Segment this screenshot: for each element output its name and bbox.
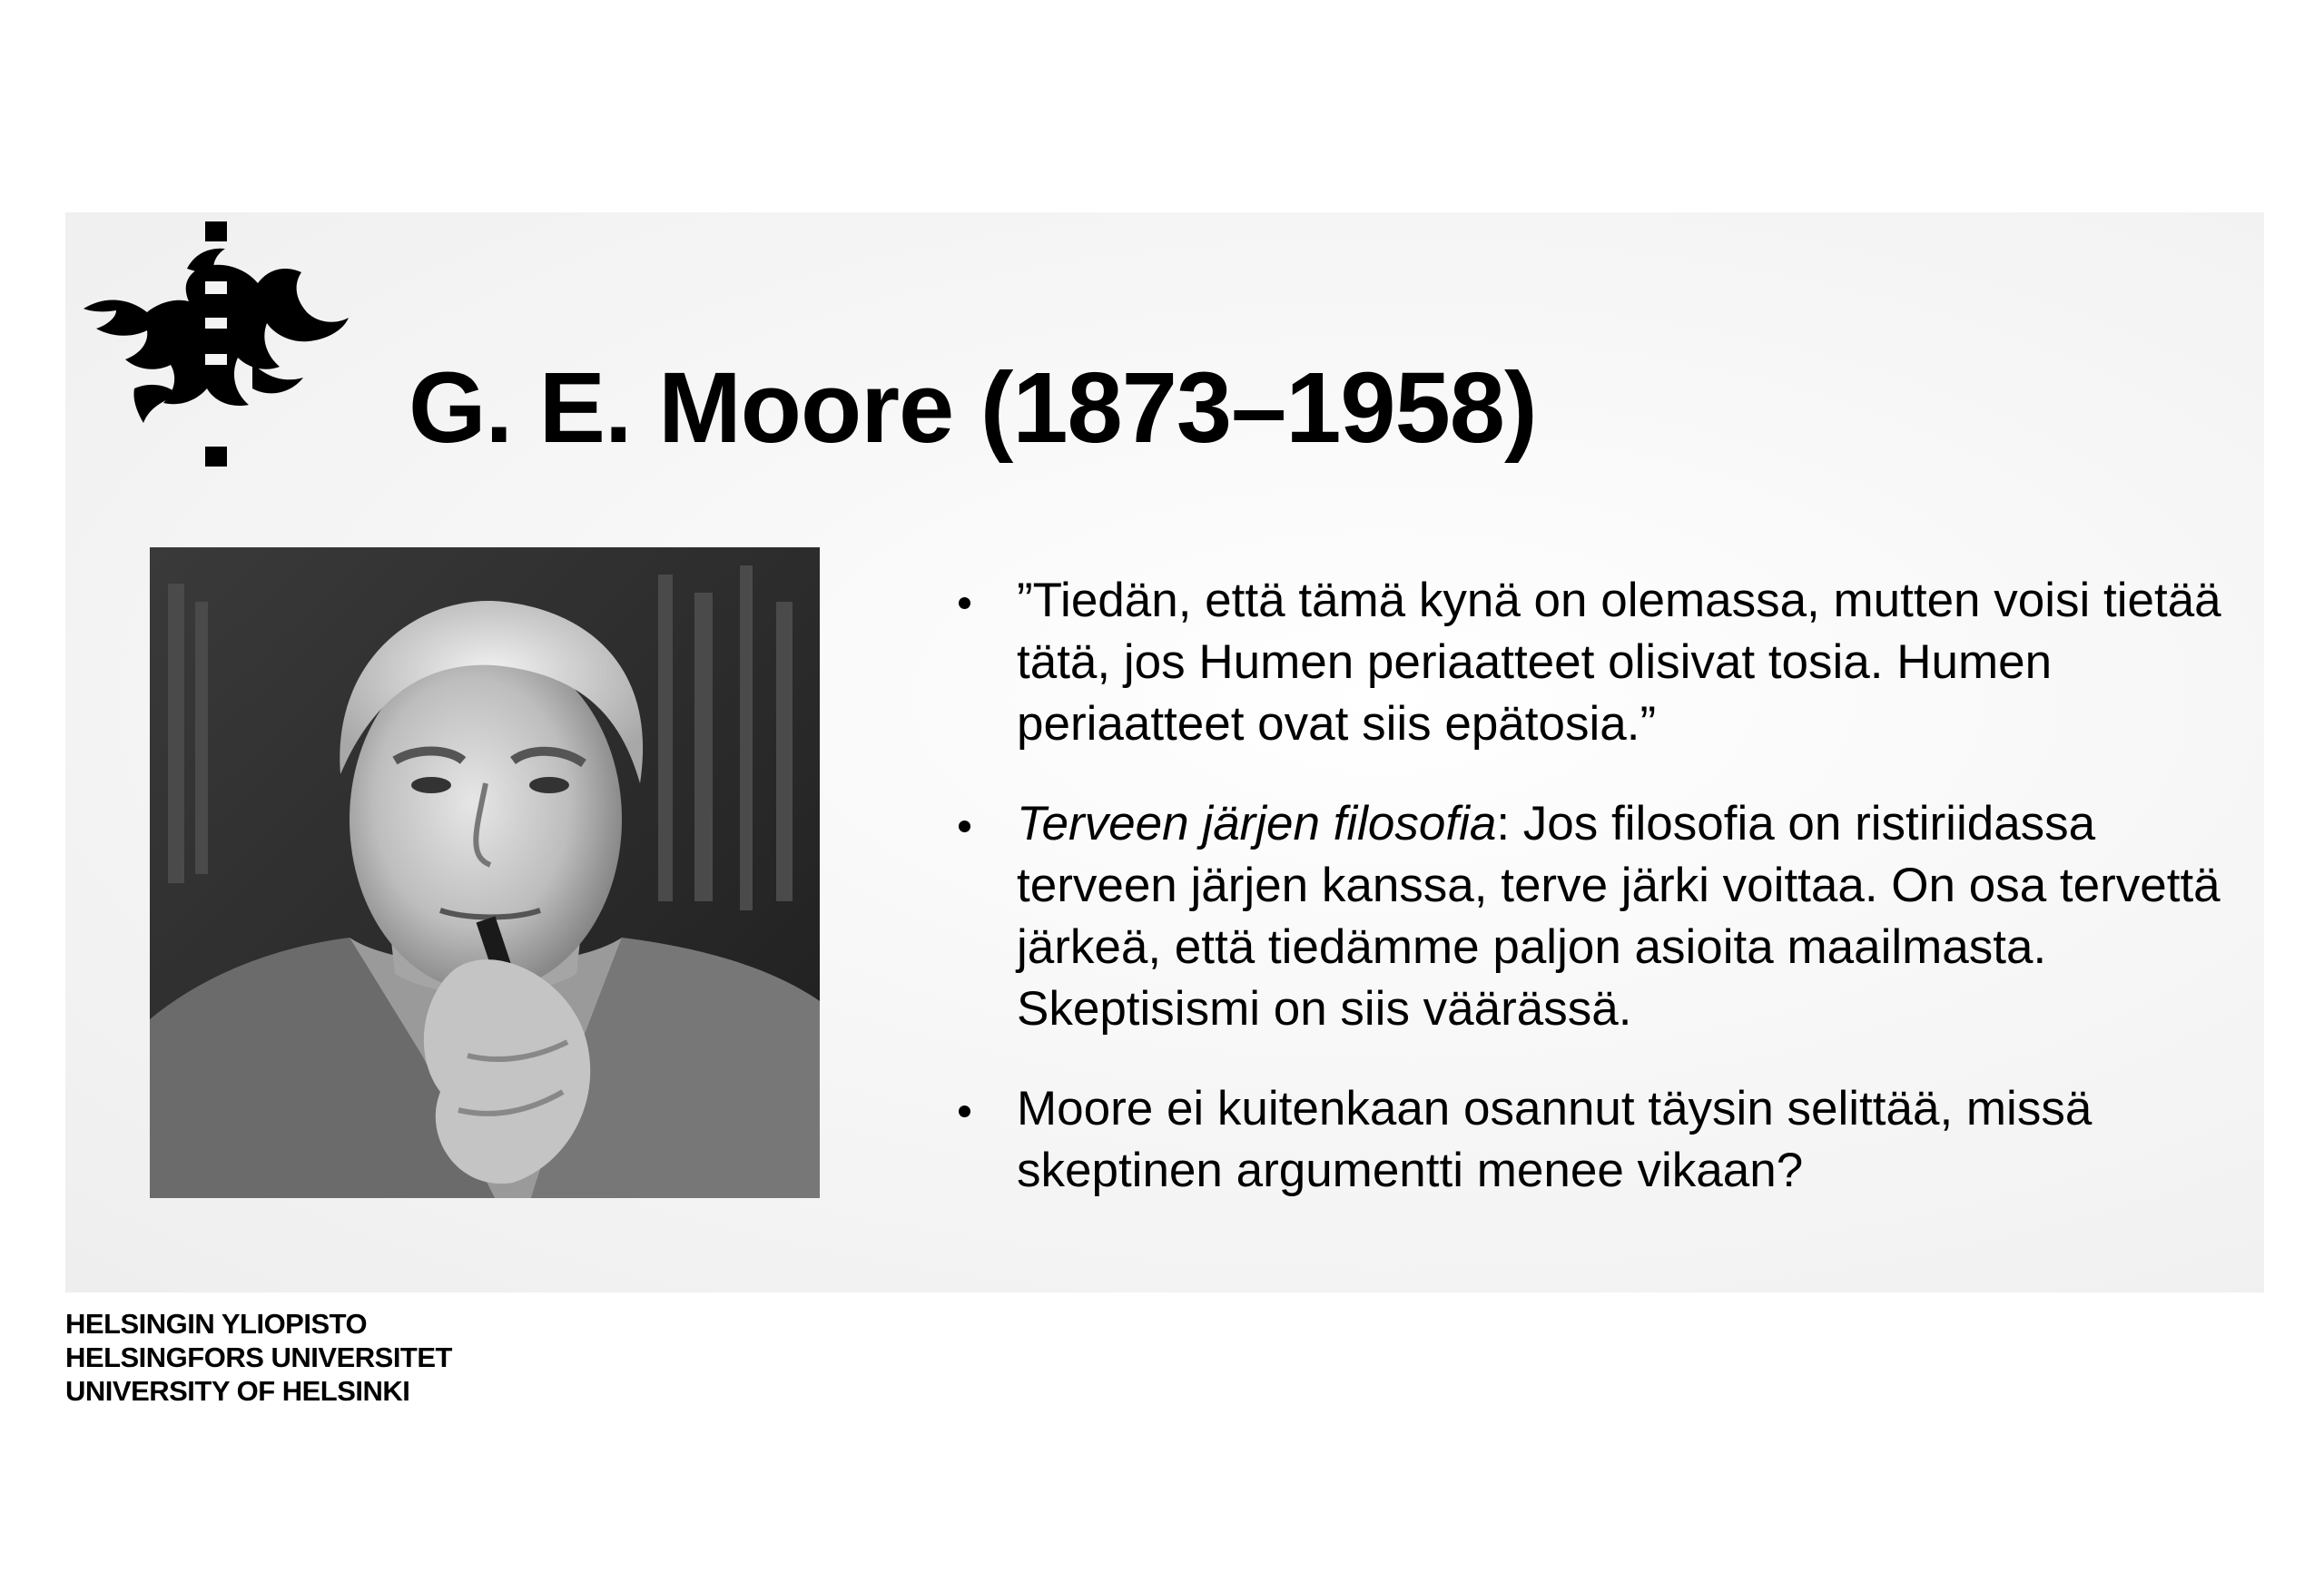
bullet-marker	[959, 597, 970, 609]
slide-title: G. E. Moore (1873–1958)	[409, 352, 1537, 464]
portrait-photo	[150, 547, 820, 1198]
bullet-text: Moore ei kuitenkaan osannut täysin selittää, missä skeptinen argumentti menee vikaan?	[1017, 1082, 2093, 1197]
bullet-text: ”Tiedän, että tämä kynä on olemassa, mutten voisi tietää tätä, jos Humen periaatteet olisivat tosia. Humen periaatteet ovat siis epätosia.”	[1017, 574, 2221, 751]
bullet-marker	[959, 1106, 970, 1117]
bullet-term: Terveen järjen filosofia	[1017, 797, 1497, 850]
footer-line-swedish: HELSINGFORS UNIVERSITET	[65, 1341, 452, 1373]
footer-line-english: UNIVERSITY OF HELSINKI	[65, 1375, 410, 1407]
bullet-item	[953, 570, 2242, 755]
bullet-text: : Jos filosofia on ristiriidassa terveen järjen kanssa, terve järki voittaa. On osa tervettä järkeä, että tiedämme paljon asioita maailmasta. Skeptisismi on siis väärässä.	[1017, 797, 2221, 1036]
bullet-item	[953, 793, 2242, 1040]
footer-line-finnish: HELSINGIN YLIOPISTO	[65, 1308, 368, 1340]
bullet-item	[953, 1078, 2242, 1202]
university-logo-icon	[80, 218, 352, 467]
bullet-marker	[959, 821, 970, 832]
university-name-footer	[65, 1307, 452, 1408]
bullet-list	[953, 570, 2242, 1240]
